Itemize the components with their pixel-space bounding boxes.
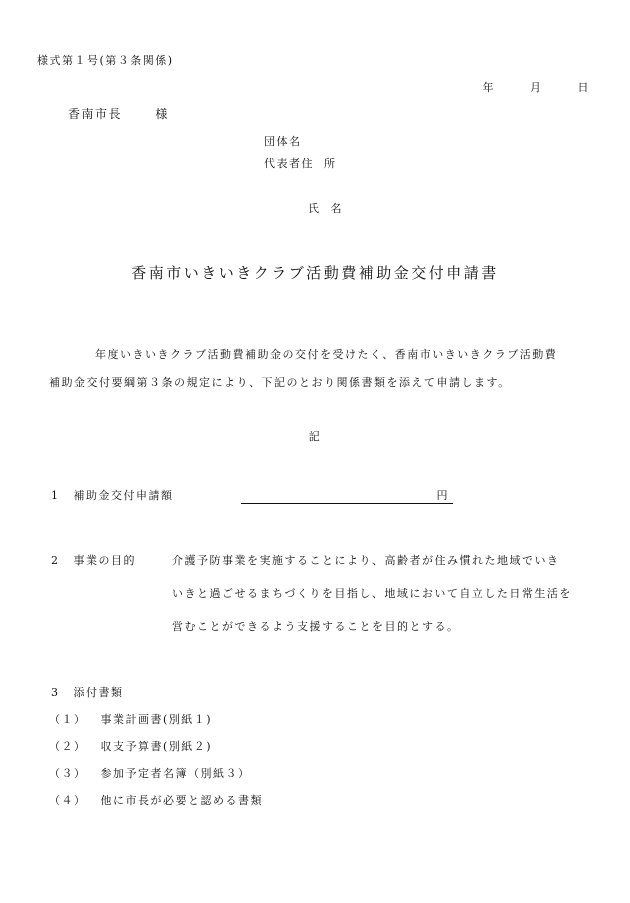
attachment-number: （２） xyxy=(49,740,87,753)
attachment-number: （１） xyxy=(49,713,87,726)
attachment-text: 参加予定者名簿（別紙３） xyxy=(100,767,251,780)
body-text-line-1: 年度いきいきクラブ活動費補助金の交付を受けたく、香南市いきいきクラブ活動費 xyxy=(95,348,558,361)
attachment-item xyxy=(49,768,251,779)
purpose-line-2: いきと過ごせるまちづくりを目指し、地域において自立した日常生活を xyxy=(172,587,572,600)
item-2-label: 事業の目的 xyxy=(73,554,136,567)
amount-unit: 円 xyxy=(436,489,449,502)
rep-name-label-end: 名 xyxy=(330,202,343,215)
item-2-heading xyxy=(51,555,136,566)
attachment-number: （４） xyxy=(49,794,87,807)
addressee xyxy=(68,108,169,120)
date-month-label: 月 xyxy=(530,81,543,94)
attachment-item xyxy=(49,741,212,752)
org-name-label: 団体名 xyxy=(264,135,302,148)
item-3-label: 添付書類 xyxy=(73,686,124,699)
date-day-label: 日 xyxy=(577,81,590,94)
addressee-honorific: 様 xyxy=(155,107,169,121)
attachment-item xyxy=(49,714,212,725)
rep-address-label-end: 所 xyxy=(324,157,337,170)
item-3-heading xyxy=(51,687,124,698)
attachment-text: 他に市長が必要と認める書類 xyxy=(100,794,263,807)
attachment-item xyxy=(49,795,263,806)
item-1-number: 1 xyxy=(51,489,60,502)
form-number: 様式第１号(第３条関係) xyxy=(37,54,174,67)
rep-address-label-start: 代表者住 xyxy=(264,157,314,170)
item-1-label: 補助金交付申請額 xyxy=(73,489,174,502)
rep-name-label xyxy=(308,203,343,214)
attachment-text: 収支予算書(別紙２) xyxy=(100,740,213,753)
date-year-label: 年 xyxy=(482,81,495,94)
document-title: 香南市いきいきクラブ活動費補助金交付申請書 xyxy=(131,264,499,282)
item-1-heading xyxy=(51,490,174,501)
attachment-number: （３） xyxy=(49,767,87,780)
rep-name-label-start: 氏 xyxy=(308,202,321,215)
attachment-text: 事業計画書(別紙１) xyxy=(100,713,213,726)
purpose-line-1: 介護予防事業を実施することにより、高齢者が住み慣れた地域でいき xyxy=(172,554,560,567)
amount-input-line[interactable] xyxy=(241,490,453,504)
body-text-line-2: 補助金交付要綱第３条の規定により、下記のとおり関係書類を添えて申請します。 xyxy=(49,376,511,389)
date-line xyxy=(453,82,591,93)
item-3-number: 3 xyxy=(51,686,60,699)
purpose-line-3: 営むことができるよう支援することを目的とする。 xyxy=(172,620,460,633)
addressee-name: 香南市長 xyxy=(68,107,123,121)
ki-marker: 記 xyxy=(308,430,322,443)
item-2-number: 2 xyxy=(51,554,60,567)
rep-address-label xyxy=(264,158,337,169)
